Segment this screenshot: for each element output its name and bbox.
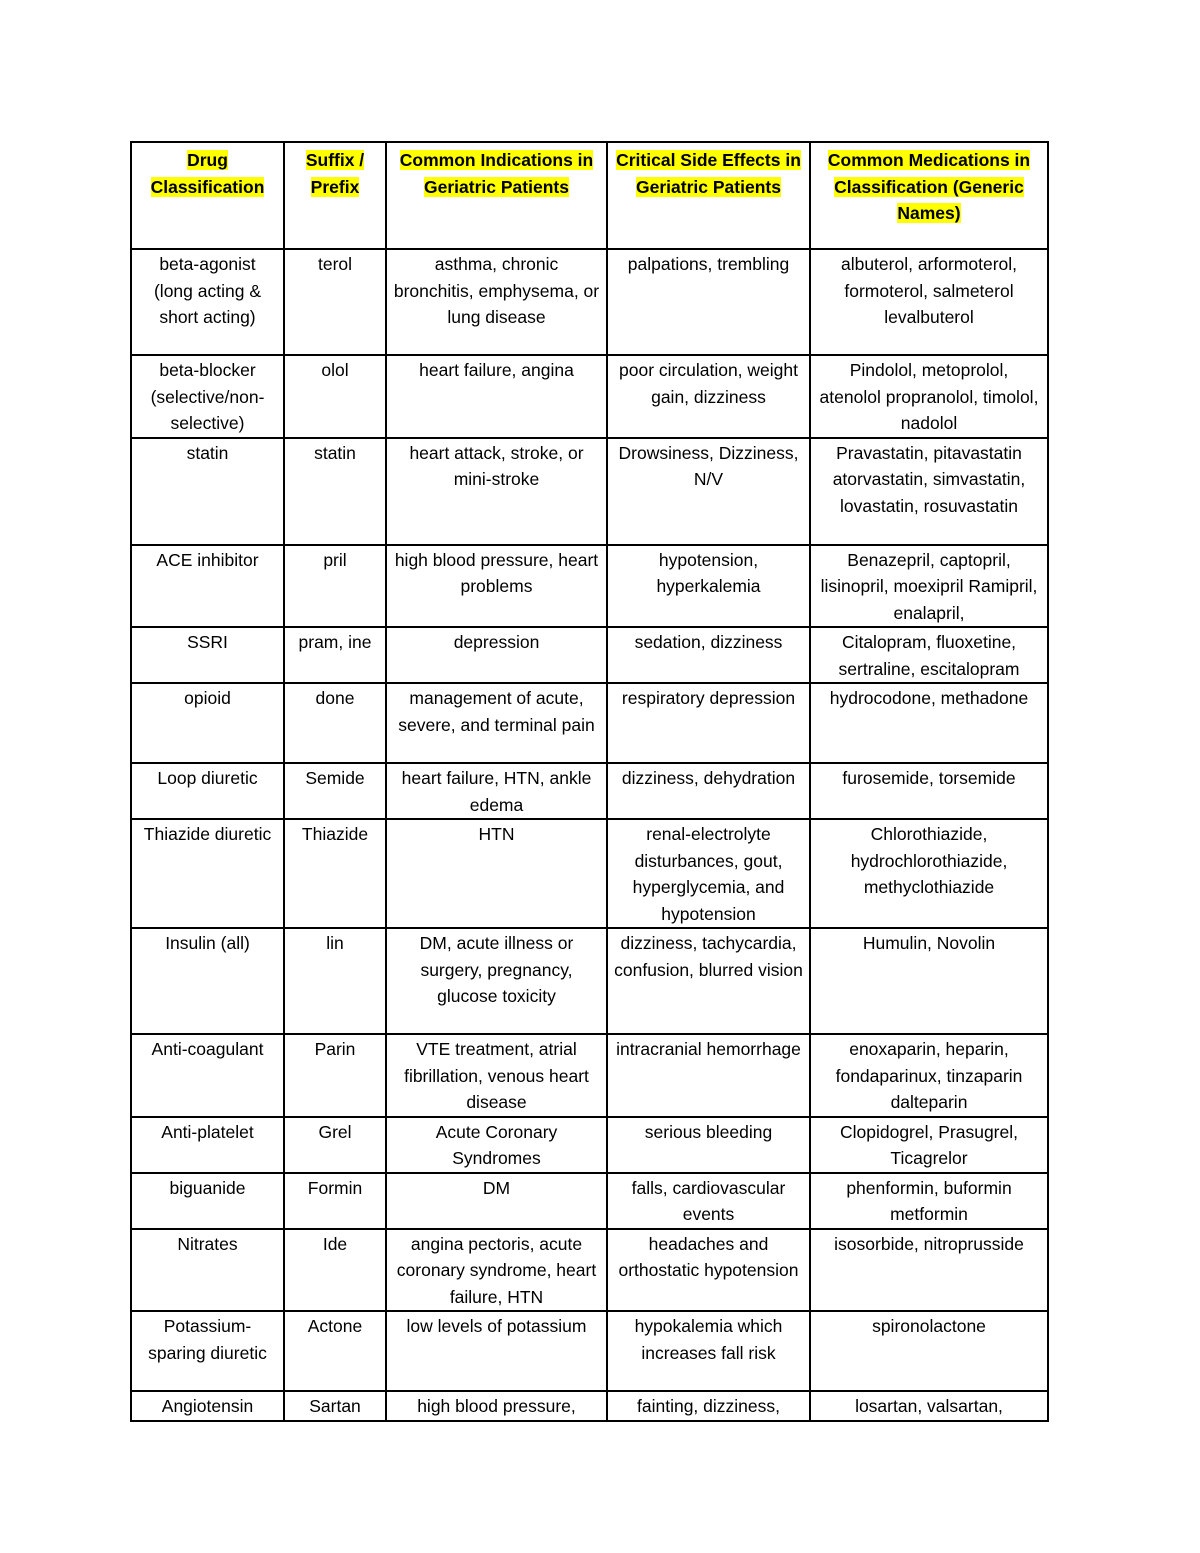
indications-cell: DM xyxy=(386,1173,607,1229)
medications-cell: hydrocodone, methadone xyxy=(810,683,1048,763)
indications-cell: VTE treatment, atrial fibrillation, venous heart disease xyxy=(386,1034,607,1117)
side-effects-cell: intracranial hemorrhage xyxy=(607,1034,810,1117)
side-effects-cell: poor circulation, weight gain, dizziness xyxy=(607,355,810,438)
side-effects-cell: Drowsiness, Dizziness, N/V xyxy=(607,438,810,545)
drug-classification-cell: ACE inhibitor xyxy=(131,545,284,628)
drug-classification-cell: Insulin (all) xyxy=(131,928,284,1034)
table-row xyxy=(131,1229,1048,1312)
drug-classification-cell: Thiazide diuretic xyxy=(131,819,284,928)
indications-cell: depression xyxy=(386,627,607,683)
drug-classification-cell: Anti-coagulant xyxy=(131,1034,284,1117)
suffix-prefix-cell: Actone xyxy=(284,1311,386,1391)
drug-classification-cell: statin xyxy=(131,438,284,545)
suffix-prefix-cell: pril xyxy=(284,545,386,628)
indications-cell: HTN xyxy=(386,819,607,928)
indications-cell: high blood pressure, heart problems xyxy=(386,545,607,628)
suffix-prefix-cell: done xyxy=(284,683,386,763)
medications-cell: phenformin, buformin metformin xyxy=(810,1173,1048,1229)
table-row xyxy=(131,819,1048,928)
medications-cell: losartan, valsartan, xyxy=(810,1391,1048,1421)
indications-cell: management of acute, severe, and terminal pain xyxy=(386,683,607,763)
header-critical-side-effects: Critical Side Effects in Geriatric Patients xyxy=(607,142,810,249)
side-effects-cell: dizziness, dehydration xyxy=(607,763,810,819)
header-drug-classification: Drug Classification xyxy=(131,142,284,249)
indications-cell: heart failure, angina xyxy=(386,355,607,438)
medications-cell: Chlorothiazide, hydrochlorothiazide, methyclothiazide xyxy=(810,819,1048,928)
drug-classification-cell: biguanide xyxy=(131,1173,284,1229)
table-row xyxy=(131,1311,1048,1391)
indications-cell: heart failure, HTN, ankle edema xyxy=(386,763,607,819)
side-effects-cell: dizziness, tachycardia, confusion, blurred vision xyxy=(607,928,810,1034)
medications-cell: furosemide, torsemide xyxy=(810,763,1048,819)
suffix-prefix-cell: Ide xyxy=(284,1229,386,1312)
indications-cell: DM, acute illness or surgery, pregnancy, glucose toxicity xyxy=(386,928,607,1034)
medications-cell: albuterol, arformoterol, formoterol, salmeterol levalbuterol xyxy=(810,249,1048,355)
suffix-prefix-cell: Grel xyxy=(284,1117,386,1173)
indications-cell: angina pectoris, acute coronary syndrome, heart failure, HTN xyxy=(386,1229,607,1312)
table-row xyxy=(131,928,1048,1034)
medications-cell: Pindolol, metoprolol, atenolol propranolol, timolol, nadolol xyxy=(810,355,1048,438)
medications-cell: Pravastatin, pitavastatin atorvastatin, simvastatin, lovastatin, rosuvastatin xyxy=(810,438,1048,545)
table-row xyxy=(131,249,1048,355)
table-row xyxy=(131,355,1048,438)
indications-cell: asthma, chronic bronchitis, emphysema, or lung disease xyxy=(386,249,607,355)
suffix-prefix-cell: Formin xyxy=(284,1173,386,1229)
drug-classification-cell: Angiotensin xyxy=(131,1391,284,1421)
side-effects-cell: respiratory depression xyxy=(607,683,810,763)
side-effects-cell: sedation, dizziness xyxy=(607,627,810,683)
drug-classification-cell: Anti-platelet xyxy=(131,1117,284,1173)
indications-cell: high blood pressure, xyxy=(386,1391,607,1421)
indications-cell: heart attack, stroke, or mini-stroke xyxy=(386,438,607,545)
medications-cell: spironolactone xyxy=(810,1311,1048,1391)
indications-cell: low levels of potassium xyxy=(386,1311,607,1391)
table-row xyxy=(131,545,1048,628)
suffix-prefix-cell: Semide xyxy=(284,763,386,819)
header-common-indications: Common Indications in Geriatric Patients xyxy=(386,142,607,249)
suffix-prefix-cell: pram, ine xyxy=(284,627,386,683)
indications-cell: Acute Coronary Syndromes xyxy=(386,1117,607,1173)
medications-cell: Citalopram, fluoxetine, sertraline, escitalopram xyxy=(810,627,1048,683)
suffix-prefix-cell: Sartan xyxy=(284,1391,386,1421)
table-row xyxy=(131,1117,1048,1173)
table-row xyxy=(131,763,1048,819)
side-effects-cell: serious bleeding xyxy=(607,1117,810,1173)
side-effects-cell: hypokalemia which increases fall risk xyxy=(607,1311,810,1391)
document-page xyxy=(130,141,1047,1422)
drug-classification-cell: Potassium-sparing diuretic xyxy=(131,1311,284,1391)
header-suffix-prefix: Suffix / Prefix xyxy=(284,142,386,249)
table-row xyxy=(131,1173,1048,1229)
medications-cell: enoxaparin, heparin, fondaparinux, tinzaparin dalteparin xyxy=(810,1034,1048,1117)
drug-classification-table xyxy=(130,141,1049,1422)
side-effects-cell: falls, cardiovascular events xyxy=(607,1173,810,1229)
drug-classification-cell: Nitrates xyxy=(131,1229,284,1312)
side-effects-cell: headaches and orthostatic hypotension xyxy=(607,1229,810,1312)
suffix-prefix-cell: lin xyxy=(284,928,386,1034)
suffix-prefix-cell: Thiazide xyxy=(284,819,386,928)
side-effects-cell: palpations, trembling xyxy=(607,249,810,355)
medications-cell: Benazepril, captopril, lisinopril, moexipril Ramipril, enalapril, xyxy=(810,545,1048,628)
drug-classification-cell: beta-agonist (long acting & short acting) xyxy=(131,249,284,355)
table-body xyxy=(131,249,1048,1421)
drug-classification-cell: Loop diuretic xyxy=(131,763,284,819)
suffix-prefix-cell: Parin xyxy=(284,1034,386,1117)
table-header-row xyxy=(131,142,1048,249)
table-row xyxy=(131,1034,1048,1117)
drug-classification-cell: beta-blocker (selective/non-selective) xyxy=(131,355,284,438)
side-effects-cell: hypotension, hyperkalemia xyxy=(607,545,810,628)
drug-classification-cell: opioid xyxy=(131,683,284,763)
table-row xyxy=(131,683,1048,763)
table-row xyxy=(131,627,1048,683)
side-effects-cell: fainting, dizziness, xyxy=(607,1391,810,1421)
medications-cell: isosorbide, nitroprusside xyxy=(810,1229,1048,1312)
side-effects-cell: renal-electrolyte disturbances, gout, hyperglycemia, and hypotension xyxy=(607,819,810,928)
medications-cell: Clopidogrel, Prasugrel, Ticagrelor xyxy=(810,1117,1048,1173)
suffix-prefix-cell: statin xyxy=(284,438,386,545)
drug-classification-cell: SSRI xyxy=(131,627,284,683)
table-row xyxy=(131,438,1048,545)
suffix-prefix-cell: terol xyxy=(284,249,386,355)
header-common-medications: Common Medications in Classification (Generic Names) xyxy=(810,142,1048,249)
table-row xyxy=(131,1391,1048,1421)
medications-cell: Humulin, Novolin xyxy=(810,928,1048,1034)
suffix-prefix-cell: olol xyxy=(284,355,386,438)
